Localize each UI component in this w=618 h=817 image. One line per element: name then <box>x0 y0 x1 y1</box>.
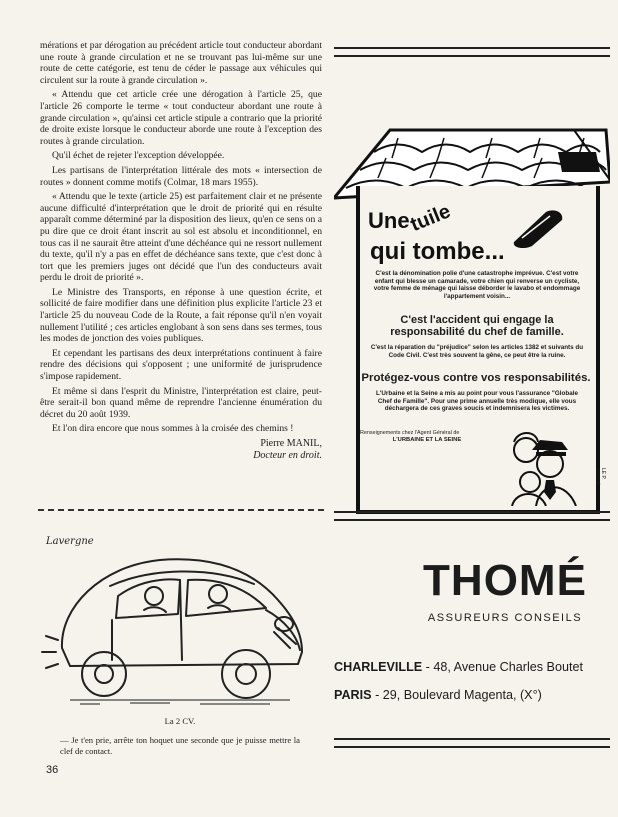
address-city: PARIS <box>334 688 372 702</box>
cartoon-title: La 2 CV. <box>164 716 196 726</box>
author-title: Docteur en droit. <box>253 450 322 461</box>
section-divider <box>38 509 324 511</box>
ad-credit: LE P. CARRÉ <box>594 468 606 486</box>
ad-paragraph-intro: C'est la dénomination polie d'une catastrophe imprévue. C'est votre enfant qui blesse un camarade, votre chien qui renverse un cycliste, votre femme de ménage qui laisse déborder le lavabo et endommage l'appartement voisin... <box>373 270 581 300</box>
thome-logo-text: THOMÉ <box>423 556 587 605</box>
article-paragraph: Et cependant les partisans des deux interprétations continuent à faire rendre des décisions qui s'opposent ; une uniformité de jurisprudence s'impose rapidement. <box>40 347 322 383</box>
page-number: 36 <box>46 764 59 776</box>
address-street: - 29, Boulevard Magenta, (X°) <box>375 688 542 702</box>
article-paragraph: mérations et par dérogation au précédent article tout conducteur abordant une route à grande circulation et ne se trouvant pas lui-même sur une route de cette catégorie, est tenu de céder le passage aux véhicules qui circulent sur la route à grande circulation ». <box>40 40 322 86</box>
address-charleville <box>334 660 614 674</box>
ad-subheadline-protegez: Protégez-vous contre vos responsabilités. <box>361 372 591 384</box>
ad-contact-label: Renseignements chez l'Agent Général de <box>360 430 460 436</box>
ad-headline-une: Une <box>368 208 410 233</box>
article-paragraph: Et l'on dira encore que nous sommes à la croisée des chemins ! <box>52 423 294 435</box>
ad-headline-tuile: tuile <box>407 200 454 237</box>
article-column <box>40 40 322 462</box>
address-city: CHARLEVILLE <box>334 660 423 674</box>
article-signature <box>40 438 322 462</box>
article-paragraph: « Attendu que cet article crée une dérogation à l'article 25, que l'article 26 comporte le terme « tout conducteur abordant une route à grande circulation », qu'ainsi cet article stipule a contrario que la priorité de droite existe lorsque le conducteur aborde une route à l'exception des routes à grande circulation. <box>40 89 322 147</box>
address-street: - 48, Avenue Charles Boutet <box>425 660 583 674</box>
ad-top-rule <box>334 47 610 57</box>
article-paragraph: Qu'il échet de rejeter l'exception développée. <box>52 150 225 162</box>
ad-paragraph-offer: L'Urbaine et la Seine a mis au point pour vous l'assurance "Globale Chef de Famille". Pour une prime annuelle très modique, elle vous déchargera de ces graves soucis et indemnisera les victimes. <box>376 390 578 413</box>
author-name: Pierre MANIL, <box>260 438 322 449</box>
ad-headline-qui-tombe: qui tombe... <box>370 238 505 265</box>
family-illustration <box>506 420 586 506</box>
cartoon-signature: Lavergne <box>46 536 94 547</box>
ad-paragraph-reparation: C'est la réparation du "préjudice" selon les articles 1382 et suivants du Code Civil. C'est très souvent la gêne, ce peut être la ruine. <box>370 344 584 359</box>
thome-bottom-rule <box>334 738 610 748</box>
thome-tagline: ASSUREURS CONSEILS <box>427 612 583 624</box>
cartoon-caption <box>40 716 320 757</box>
falling-tile-icon <box>510 208 566 248</box>
cartoon-quote: — Je t'en prie, arrête ton hoquet une seconde que je puisse mettre la clef de contact. <box>60 735 300 756</box>
article-paragraph: « Attendu que le texte (article 25) est parfaitement clair et ne présente aucune difficulté d'interprétation que le droit de priorité qui en résulte apparaît comme déterminé par la disposition des lieux, qu'en ce sens on a pu dire que ce droit étant inscrit au sol est absolu et inconditionnel, en tous cas il ne saurait être atteint d'une déchéance qui ne ressort nullement du texte, qu'il n'y a pas en effet de déchéance sans texte, que c'est donc à tort que les premiers juges ont décidé que l'un des conducteurs avait perdu le droit de priorité ». <box>40 191 322 284</box>
address-paris <box>334 688 614 702</box>
insurance-advertisement <box>334 128 610 510</box>
cartoon-2cv-illustration <box>40 528 320 718</box>
ad-subheadline-responsabilite: C'est l'accident qui engage la responsabilité du chef de famille. <box>390 314 564 338</box>
ad-bottom-rule <box>334 511 610 521</box>
article-paragraph: Les partisans de l'interprétation littérale des mots « intersection de routes » donnent comme motifs (Colmar, 18 mars 1955). <box>40 164 322 188</box>
article-paragraph: Et même si dans l'esprit du Ministre, l'interprétation est claire, peut-être serait-il bon quand même de reprendre l'ancienne énumération du décret du 20 août 1939. <box>40 385 322 420</box>
article-paragraph: Le Ministre des Transports, en réponse à une question écrite, et sollicité de faire modifier dans une définition plus explicite l'article 23 et l'article 25 du nouveau Code de la Route, a fait réponse qu'il n'en voyait nullement l'utilité ; ces articles englobant à son sens dans ses termes, tous les modes de jonction des voies publiques. <box>40 286 322 345</box>
ad-company-name: L'URBAINE ET LA SEINE <box>392 437 462 443</box>
